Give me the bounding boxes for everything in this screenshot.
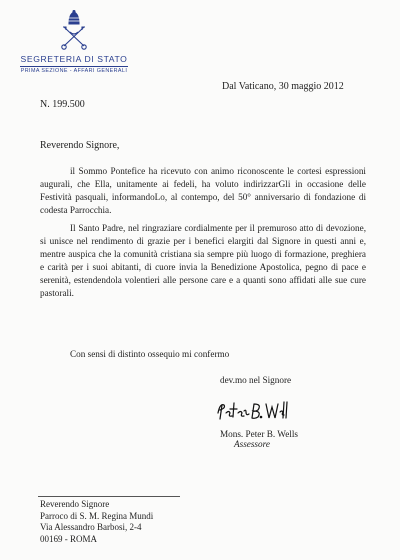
signature-greeting: dev.mo nel Signore — [220, 375, 292, 385]
address-line: Reverendo Signore — [40, 499, 110, 509]
address-line: Parroco di S. M. Regina Mundi — [40, 510, 154, 521]
papal-coat-of-arms-icon — [59, 10, 89, 50]
body-paragraph: Il Santo Padre, nel ringraziare cordialmente per il premuroso atto di devozione, si unisce nel rendimento di grazie per i benefici elargiti dal Signore in questi anni e, mentre auspica che la comunità cristiana sia sempre più luogo di formazione, preghiera e carità per i suoi abitanti, di cuore invia la Benedizione Apostolica, pegno di pace e serenità, estendendola volentieri alle persone care e a quanti sono affidati alle sue cure pastorali. — [40, 223, 366, 298]
signer-name: Mons. Peter B. Wells — [220, 429, 298, 439]
office-name: SEGRETERIA DI STATO — [20, 54, 128, 64]
protocol-number: N. 199.500 — [40, 99, 85, 110]
letterhead-divider — [20, 66, 128, 67]
letter-body — [40, 165, 366, 305]
handwritten-signature — [214, 399, 294, 423]
office-section: PRIMA SEZIONE - AFFARI GENERALI — [20, 68, 128, 74]
address-line: 00169 - ROMA — [40, 533, 98, 544]
body-paragraph: il Sommo Pontefice ha ricevuto con animo riconoscente le cortesi espressioni augurali, che Ella, unitamente ai fedeli, ha voluto indirizzarGli in occasione delle Festività pasquali, informandoLo, al contempo, del 50° anniversario di fondazione di codesta Parrocchia. — [40, 166, 366, 215]
signer-role: Assessore — [234, 439, 270, 449]
address-divider — [38, 496, 180, 497]
salutation: Reverendo Signore, — [40, 140, 120, 151]
signature-block — [212, 375, 362, 449]
address-line: Via Alessandro Barbosi, 2-4 — [40, 522, 142, 532]
letterhead — [14, 10, 134, 74]
recipient-address — [40, 499, 153, 545]
place-date: Dal Vaticano, 30 maggio 2012 — [222, 81, 344, 92]
closing-line: Con sensi di distinto ossequio mi confermo — [70, 349, 230, 359]
